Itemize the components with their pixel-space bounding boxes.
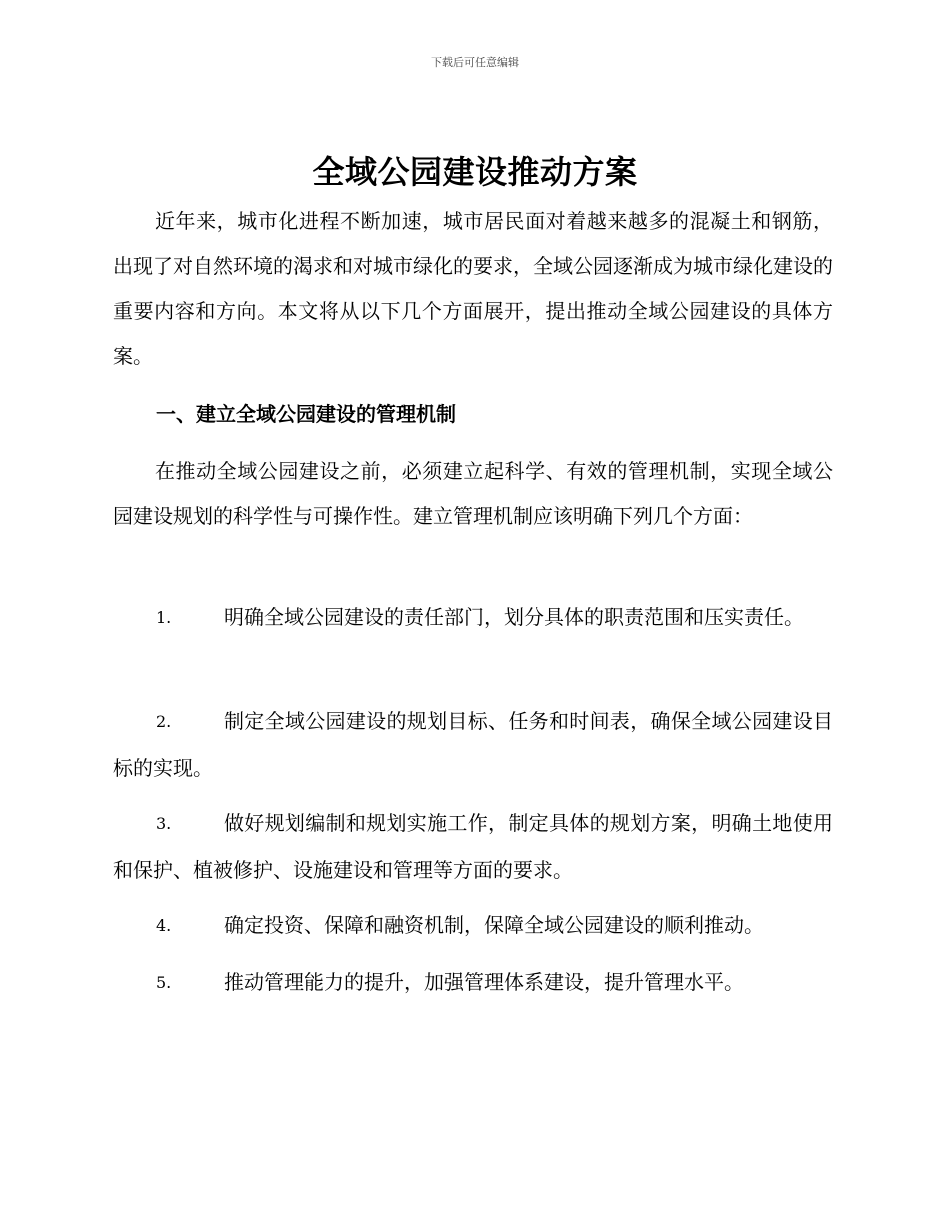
list-item-text: 明确全域公园建设的责任部门，划分具体的职责范围和压实责任。 — [224, 605, 804, 629]
list-item-text: 做好规划编制和规划实施工作，制定具体的规划方案，明确土地使用和保护、植被修护、设施建设和管理等方面的要求。 — [113, 811, 833, 882]
list-item-text: 推动管理能力的提升，加强管理体系建设，提升管理水平。 — [224, 970, 744, 994]
list-item — [113, 594, 833, 641]
list-item — [113, 959, 833, 1006]
list-item-number: 3. — [156, 814, 172, 833]
list-item-number: 1. — [156, 608, 172, 627]
list-item — [113, 698, 833, 792]
section-heading: 一、建立全域公园建设的管理机制 — [156, 402, 456, 426]
section-paragraph: 在推动全域公园建设之前，必须建立起科学、有效的管理机制，实现全域公园建设规划的科学性与可操作性。建立管理机制应该明确下列几个方面： — [113, 459, 833, 528]
list-item-text: 制定全域公园建设的规划目标、任务和时间表，确保全域公园建设目标的实现。 — [113, 709, 833, 780]
page-header-note: 下载后可任意编辑 — [431, 56, 519, 69]
document-title: 全域公园建设推动方案 — [312, 153, 638, 191]
list-item — [113, 800, 833, 894]
list-item-number: 4. — [156, 916, 172, 935]
intro-paragraph: 近年来，城市化进程不断加速，城市居民面对着越来越多的混凝土和钢筋，出现了对自然环境的渴求和对城市绿化的要求，全域公园逐渐成为城市绿化建设的重要内容和方向。本文将从以下几个方面展开，提出推动全域公园建设的具体方案。 — [113, 209, 833, 368]
list-item-text: 确定投资、保障和融资机制，保障全域公园建设的顺利推动。 — [224, 913, 764, 937]
list-item-number: 5. — [156, 973, 172, 992]
list-item-number: 2. — [156, 712, 172, 731]
list-item — [113, 902, 833, 949]
